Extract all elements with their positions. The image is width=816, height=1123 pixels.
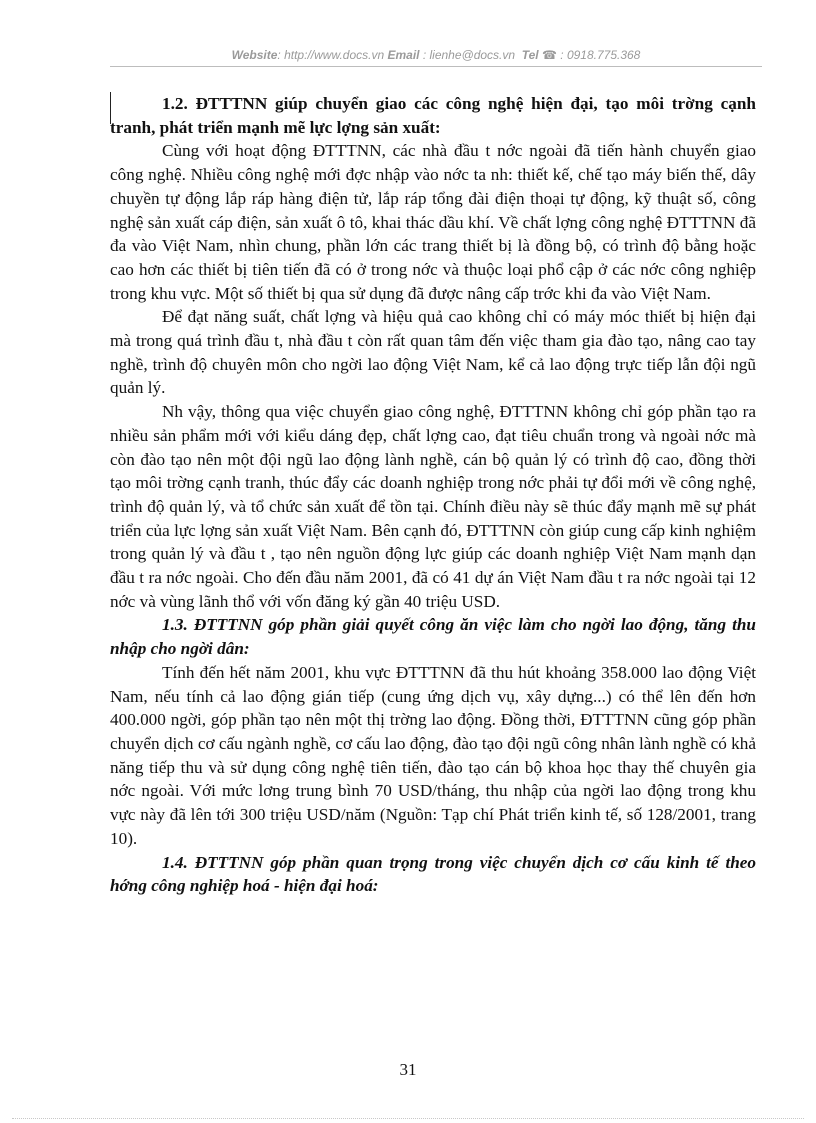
tel-value: ☎ : 0918.775.368 (538, 48, 641, 62)
document-body (110, 92, 756, 898)
page-number: 31 (399, 1060, 417, 1079)
heading-1-3: 1.3. ĐTTTNN góp phần giải quyết công ăn việc làm cho ngời lao động, tăng thu nhập cho ngời dân: (110, 615, 756, 659)
paragraph-productivity: Để đạt năng suất, chất lợng và hiệu quả cao không chỉ có máy móc thiết bị hiện đại mà trong quá trình đầu t, nhà đầu t còn rất quan tâm đến việc tham gia đào tạo, nâng cao tay nghề, trình độ chuyên môn cho ngời lao động Việt Nam, kể cả lao động trực tiếp lẫn đội ngũ quản lý. (110, 307, 756, 398)
email-value: : lienhe@docs.vn (419, 48, 516, 62)
email-label: Email (387, 48, 420, 62)
website-value: : http://www.docs.vn (277, 48, 385, 62)
website-label: Website (231, 48, 278, 62)
paragraph-competition: Nh vậy, thông qua việc chuyển giao công nghệ, ĐTTTNN không chỉ góp phần tạo ra nhiều sản phẩm mới với kiểu dáng đẹp, chất lợng cao, đạt tiêu chuẩn trong và ngoài nớc mà còn đào tạo nên một đội ngũ lao động lành nghề, cán bộ quản lý có trình độ cao, đồng thời tạo môi trờng cạnh tranh, thúc đẩy các doanh nghiệp trong nớc phải tự đổi mới về công nghệ, trình độ quản lý, và tổ chức sản xuất để tồn tại. Chính điều này sẽ thúc đẩy mạnh mẽ sự phát triển của lực lợng sản xuất Việt Nam. Bên cạnh đó, ĐTTTNN còn giúp cung cấp kinh nghiệm trong quản lý và đầu t , tạo nên nguồn động lực giúp các doanh nghiệp Việt Nam mạnh dạn đầu t ra nớc ngoài. Cho đến đầu năm 2001, đã có 41 dự án Việt Nam đầu t ra nớc ngoài tại 12 nớc và vùng lãnh thổ với vốn đăng ký gần 40 triệu USD. (110, 402, 756, 611)
paragraph-employment: Tính đến hết năm 2001, khu vực ĐTTTNN đã thu hút khoảng 358.000 lao động Việt Nam, nếu tính cả lao động gián tiếp (cung ứng dịch vụ, xây dựng...) có thể lên đến hơn 400.000 ngời, góp phần tạo nên một thị trờng lao động. Đồng thời, ĐTTTNN cũng góp phần chuyển dịch cơ cấu ngành nghề, cơ cấu lao động, đào tạo đội ngũ công nhân lành nghề có khả năng tiếp thu và sử dụng công nghệ tiên tiến, đào tạo cán bộ khoa học thay thế chuyên gia nớc ngoài. Với mức lơng trung bình 70 USD/tháng, thu nhập của ngời lao động trong khu vực này đã lên tới 300 triệu USD/năm (Nguồn: Tạp chí Phát triển kinh tế, số 128/2001, trang 10). (110, 662, 756, 848)
heading-1-2: 1.2. ĐTTTNN giúp chuyển giao các công nghệ hiện đại, tạo môi trờng cạnh tranh, phát triển mạnh mẽ lực lợng sản xuất: (110, 94, 756, 137)
paragraph-technology-transfer: Cùng với hoạt động ĐTTTNN, các nhà đầu t nớc ngoài đã tiến hành chuyển giao công nghệ. Nhiều công nghệ mới đợc nhập vào nớc ta nh: thiết kế, chế tạo máy biến thế, dây chuyền tự động lắp ráp hàng điện tử, lắp ráp tổng đài điện thoại tự động, kỹ thuật số, công nghệ sản xuất cáp điện, sản xuất ô tô, khai thác dầu khí. Về chất lợng công nghệ ĐTTTNN đã đa vào Việt Nam, nhìn chung, phần lớn các trang thiết bị là đồng bộ, có trình độ bằng hoặc cao hơn các thiết bị tiên tiến đã có ở trong nớc và thuộc loại phổ cập ở các nớc công nghiệp trong khu vực. Một số thiết bị qua sử dụng đã được nâng cấp trớc khi đa vào Việt Nam. (110, 141, 756, 303)
tel-label: Tel (521, 48, 539, 62)
heading-1-4: 1.4. ĐTTTNN góp phần quan trọng trong việc chuyển dịch cơ cấu kinh tế theo hớng công nghiệp hoá - hiện đại hoá: (110, 852, 756, 896)
page-header (110, 48, 762, 62)
header-divider (110, 66, 762, 67)
footer-divider (12, 1118, 804, 1119)
